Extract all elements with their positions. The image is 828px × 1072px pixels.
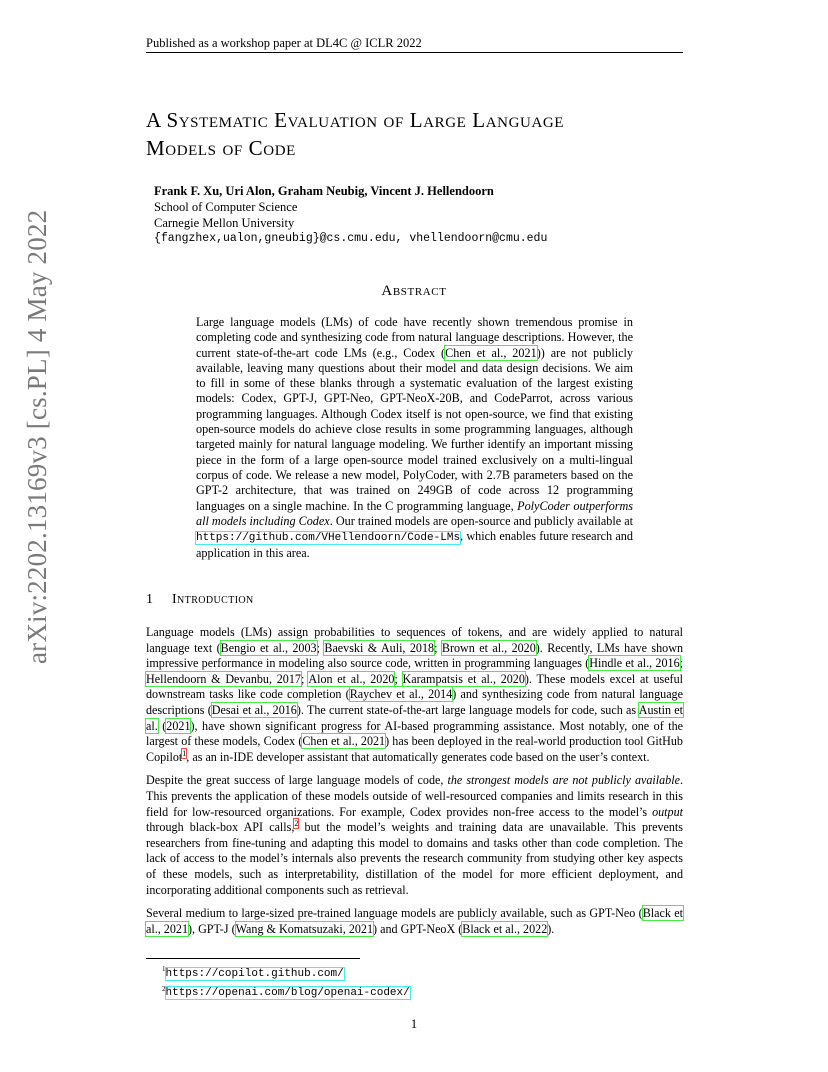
- introduction-body: [146, 625, 683, 945]
- text-run: ), GPT-J (: [188, 921, 236, 936]
- arxiv-identifier: arXiv:2202.13169v3 [cs.PL] 4 May 2022: [22, 209, 52, 664]
- citation-link[interactable]: Austin et al.: [146, 702, 683, 733]
- intro-paragraph-3: [146, 906, 683, 937]
- footnote-1: [162, 962, 410, 982]
- citation-link[interactable]: Wang & Komatsuzaki, 2021: [235, 921, 374, 936]
- citation-link[interactable]: Baevski & Auli, 2018: [324, 640, 435, 655]
- citation-link[interactable]: Karampatsis et al., 2020: [402, 671, 525, 686]
- citation-link[interactable]: Desai et al., 2016: [211, 702, 297, 717]
- abstract-heading: Abstract: [381, 283, 447, 299]
- citation-link[interactable]: 2021: [166, 718, 191, 733]
- text-run: through black-box API calls,: [146, 820, 295, 835]
- text-run: Despite the great success of large language models of code,: [146, 773, 448, 788]
- footnote-url-link[interactable]: https://openai.com/blog/openai-codex/: [165, 987, 410, 1000]
- text-run: ;: [434, 640, 442, 655]
- citation-link[interactable]: Brown et al., 2020: [441, 640, 536, 655]
- text-run: ). These models excel at useful downstream tasks like code completion (: [146, 671, 683, 702]
- abstract-part-1: Large language models (LMs) of code have recently shown tremendous promise in completing code and synthesizing code from natural language descriptions. However, the current state-of-the-art code LMs (e.g., Codex (: [196, 315, 633, 360]
- footnote-2: [162, 982, 410, 1002]
- section-heading-introduction: [146, 592, 254, 608]
- citation-link[interactable]: Chen et al., 2021: [445, 345, 537, 360]
- citation-link[interactable]: Hindle et al., 2016: [589, 656, 680, 671]
- text-run: ) and GPT-NeoX (: [373, 921, 463, 936]
- footnote-mark: 1: [162, 965, 166, 973]
- header-rule: [146, 52, 683, 53]
- emphasized-text: output: [652, 804, 683, 819]
- author-block: [154, 183, 547, 247]
- affiliation-university: Carnegie Mellon University: [154, 216, 295, 230]
- abstract-part-4: , which enables future research and application in this area.: [196, 529, 633, 561]
- text-run: ). Recently, LMs have shown impressive performance in modeling also source code, written in programming languages (: [146, 640, 683, 671]
- abstract-part-3: . Our trained models are open-source and publicly available at: [329, 513, 633, 528]
- running-header: Published as a workshop paper at DL4C @ ICLR 2022: [146, 36, 422, 50]
- citation-link[interactable]: Raychev et al., 2014: [349, 687, 453, 702]
- text-run: ;: [316, 640, 325, 655]
- text-run: ), have shown significant progress for AI-based programming assistance. Most notably, one of the largest of these models, Codex (: [146, 718, 683, 749]
- intro-paragraph-1: [146, 625, 683, 765]
- citation-link[interactable]: Chen et al., 2021: [302, 734, 386, 749]
- text-run: , as an in-IDE developer assistant that automatically generates code based on the user’s context.: [186, 749, 650, 764]
- text-run: ;: [300, 671, 309, 686]
- author-names: Frank F. Xu, Uri Alon, Graham Neubig, Vincent J. Hellendoorn: [154, 184, 494, 198]
- text-run: ) has been deployed in the real-world production tool GitHub Copilot: [146, 734, 683, 764]
- footnote-ref-link[interactable]: 2: [294, 819, 299, 829]
- citation-link[interactable]: Bengio et al., 2003: [220, 640, 317, 655]
- emphasized-text: the strongest models are not publicly available: [447, 773, 680, 788]
- text-run: Several medium to large-sized pre-trained language models are publicly available, such as GPT-Neo (: [146, 906, 643, 921]
- text-run: . This prevents the application of these models outside of well-resourced companies and limits research in this field for low-resourced organizations. For example, Codex provides non-free access to the model’s: [146, 773, 683, 819]
- section-number: 1: [146, 592, 154, 607]
- abstract-emphasis: PolyCoder outperforms all models including Codex: [196, 498, 633, 528]
- text-run: ;: [394, 671, 403, 686]
- footnote-rule: [146, 958, 360, 959]
- text-run: ).: [547, 921, 555, 936]
- footnote-url-link[interactable]: https://copilot.github.com/: [165, 967, 344, 980]
- author-emails: {fangzhex,ualon,gneubig}@cs.cmu.edu, vhellendoorn@cmu.edu: [154, 232, 548, 245]
- text-run: Language models (LMs) assign probabilities to sequences of tokens, and are widely applied to natural language text (: [146, 625, 683, 655]
- text-run: ). The current state-of-the-art large language models for code, such as: [296, 702, 639, 717]
- section-title: Introduction: [172, 592, 254, 607]
- intro-paragraph-2: [146, 773, 683, 898]
- footnotes: [162, 962, 410, 1001]
- text-run: ;: [679, 656, 683, 671]
- footnote-mark: 2: [162, 984, 166, 993]
- citation-link[interactable]: Alon et al., 2020: [308, 671, 395, 686]
- text-run: ) and synthesizing code from natural language descriptions (: [146, 687, 683, 717]
- page-number: 1: [410, 1017, 418, 1031]
- citation-link[interactable]: Black et al., 2022: [462, 921, 548, 936]
- abstract-part-2: )) are not publicly available, leaving many questions about their model and data design decisions. We aim to fill in some of these blanks through a systematic evaluation of the largest existing models: Codex, GPT-J, GPT-Neo, GPT-NeoX-20B, and CodeParrot, across various programming languages. Although Codex itself is not open-source, we find that existing open-source models do achieve close results in some programming languages, although targeted mainly for natural language modeling. We further identify an important missing piece in the form of a large open-source model trained exclusively on a multi-lingual corpus of code. We release a new model, PolyCoder, with 2.7B parameters based on the GPT-2 architecture, that was trained on 249GB of code across 12 programming languages on a single machine. In the C programming language,: [196, 345, 633, 513]
- text-run: (: [157, 718, 167, 733]
- citation-link[interactable]: Hellendoorn & Devanbu, 2017: [146, 671, 301, 686]
- paper-title-line-1: A Systematic Evaluation of Large Language: [146, 108, 565, 132]
- citation-link[interactable]: Black et al., 2021: [146, 906, 683, 936]
- text-run: but the model’s weights and training data are unavailable. This prevents researchers from fine-tuning and adapting this model to domains and tasks other than code completion. The lack of access to the model’s internals also prevents the research community from studying other key aspects of these models, such as interpretability, distillation of the model for more efficient deployment, and incorporating additional components such as retrieval.: [146, 820, 683, 897]
- abstract-text: [196, 315, 633, 562]
- paper-title-line-2: Models of Code: [146, 136, 296, 160]
- footnote-ref-link[interactable]: 1: [182, 748, 187, 758]
- github-url-link[interactable]: https://github.com/VHellendoorn/Code-LMs: [196, 532, 461, 545]
- paper-title: [146, 106, 706, 162]
- affiliation-school: School of Computer Science: [154, 200, 298, 214]
